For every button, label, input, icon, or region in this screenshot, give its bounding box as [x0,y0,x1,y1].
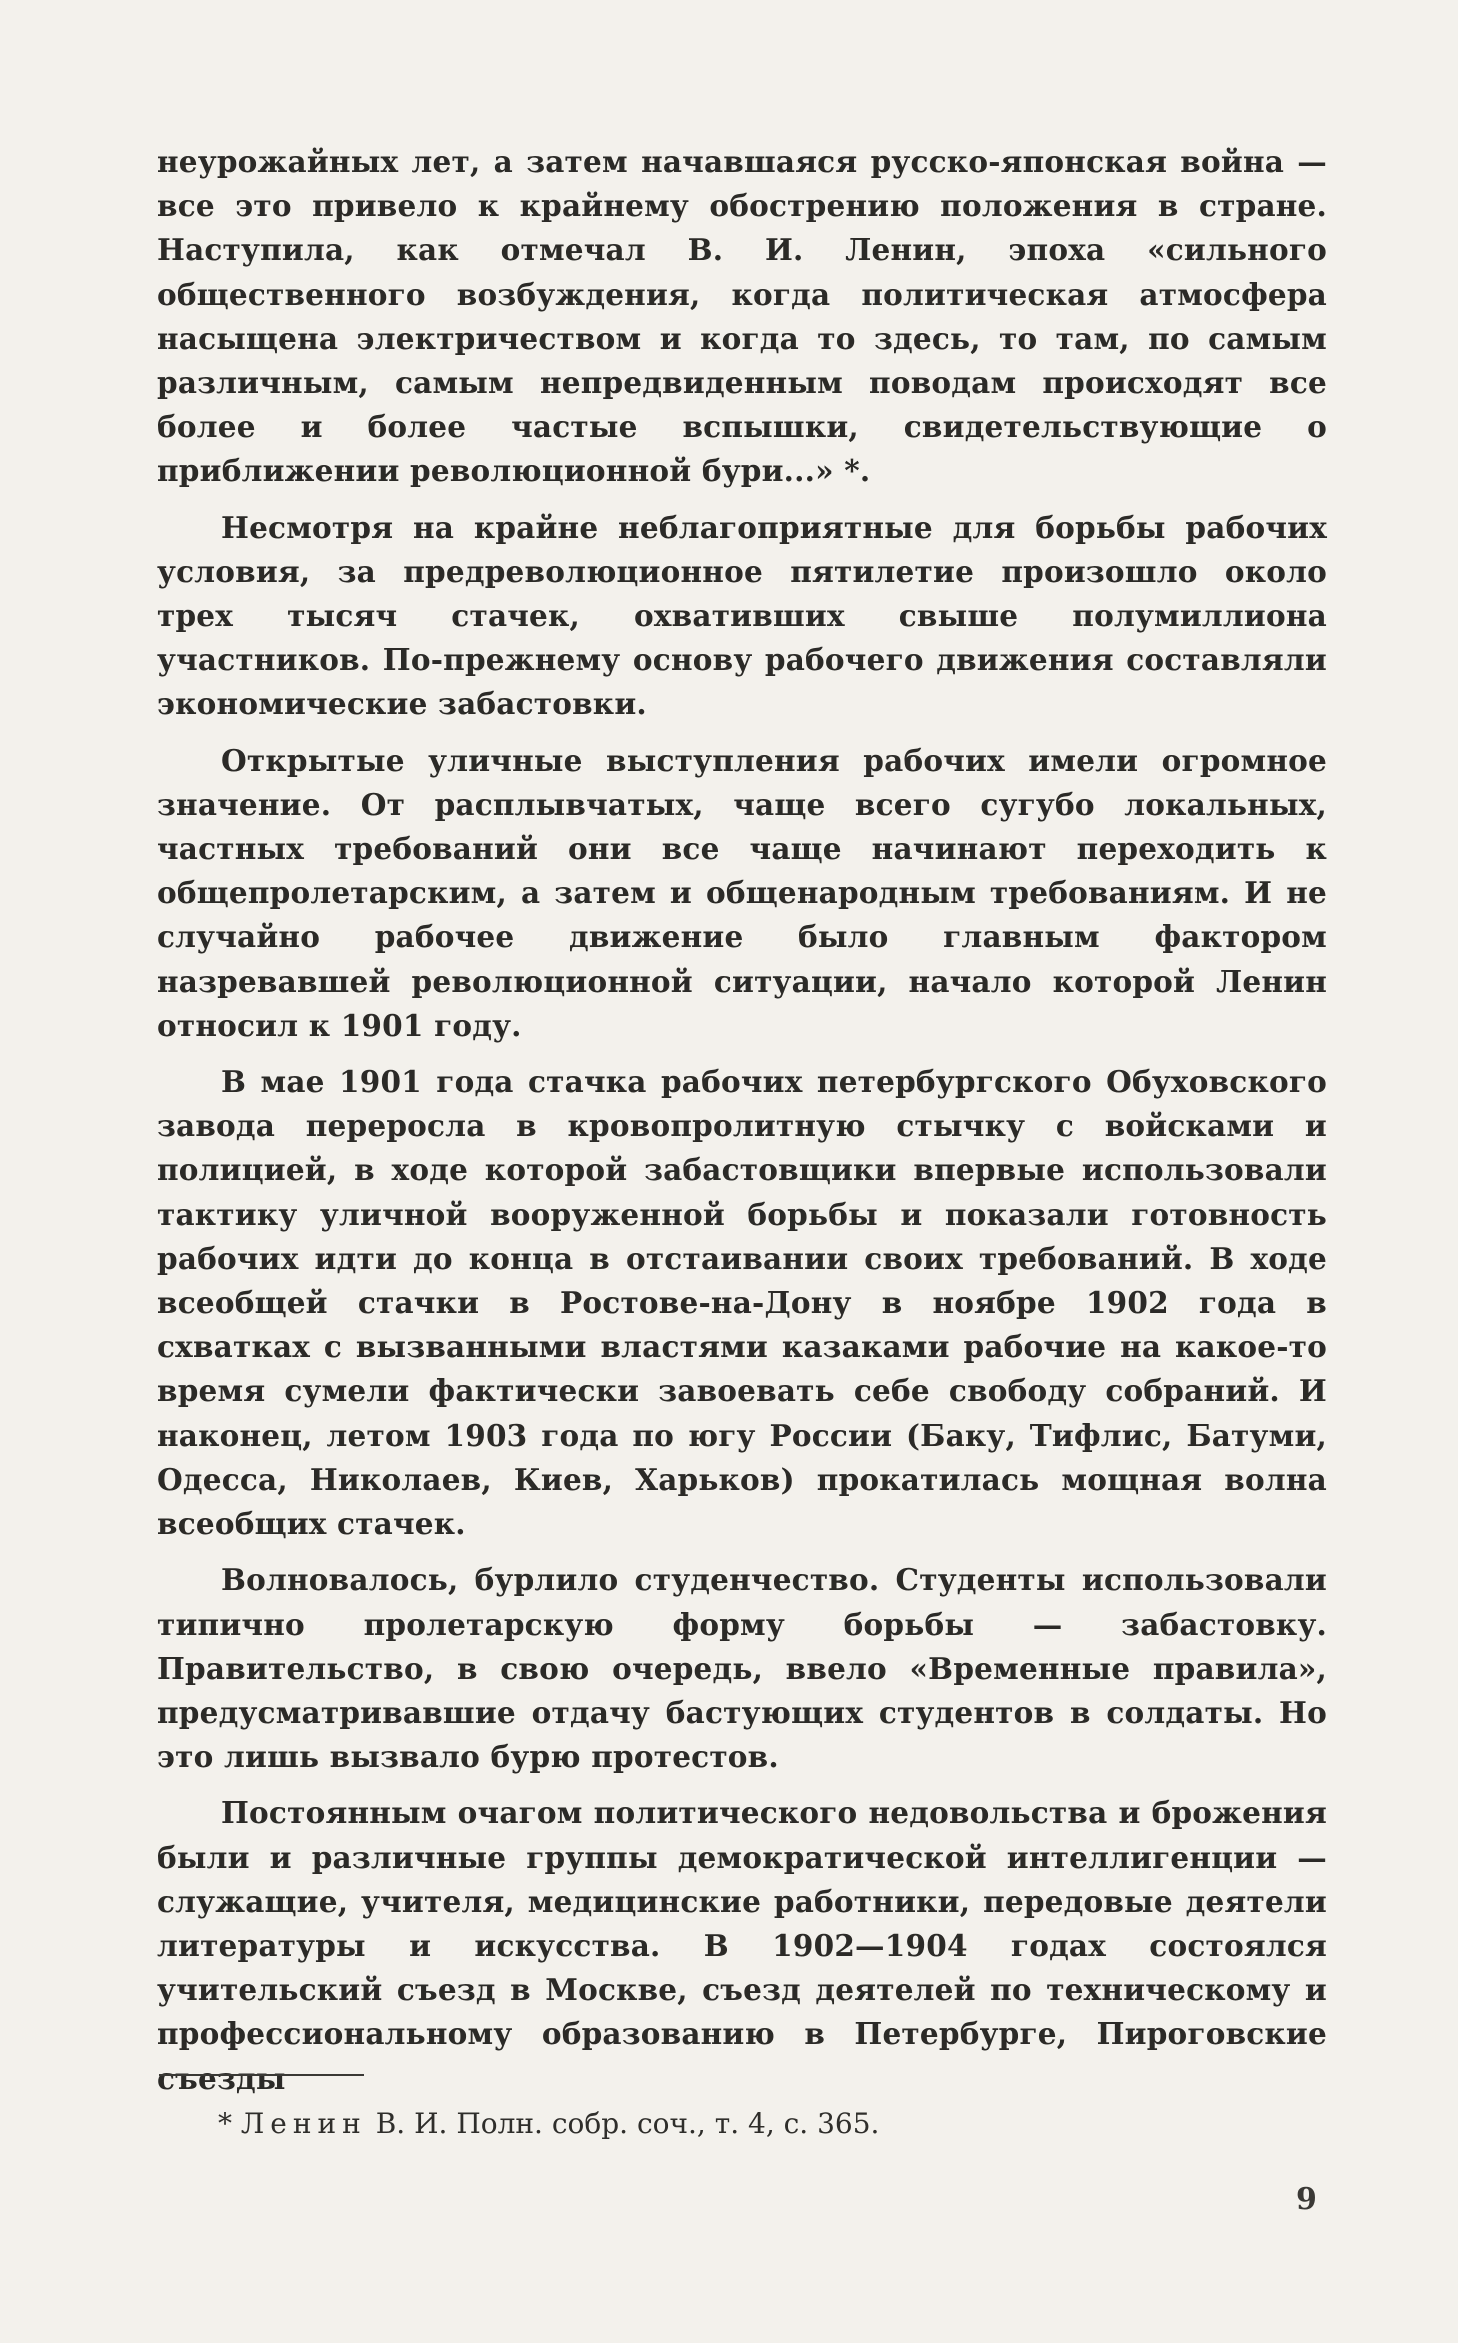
footnote-citation: В. И. Полн. собр. соч., т. 4, с. 365. [366,2107,880,2140]
paragraph-6: Постоянным очагом политического недовольства и брожения были и различные группы демократической интеллигенции — служащие, учителя, медицинские работники, передовые деятели литературы и искусства. В 1902—1904 годах состоялся учительский съезд в Москве, съезд деятелей по техническому и профессиональному образованию в Петербурге, Пироговские съезды [157,1795,1327,2096]
main-text [157,140,1327,2113]
paragraph-5: Волновалось, бурлило студенчество. Студенты использовали типично пролетарскую форму борьбы — забастовку. Правительство, в свою очередь, ввело «Временные правила», предусматривавшие отдачу бастующих студентов в солдаты. Но это лишь вызвало бурю протестов. [157,1562,1327,1775]
paragraph-1: неурожайных лет, а затем начавшаяся русско-японская война — все это привело к крайнему обострению положения в стране. Наступила, как отмечал В. И. Ленин, эпоха «сильного общественного возбуждения, когда политическая атмосфера насыщена электричеством и когда то здесь, то там, по самым различным, самым непредвиденным поводам происходят все более и более частые вспышки, свидетельствующие о приближении революционной бури...» *. [157,144,1327,489]
paragraph-2: Несмотря на крайне неблагоприятные для борьбы рабочих условия, за предреволюционное пятилетие произошло около трех тысяч стачек, охвативших свыше полумиллиона участников. По-прежнему основу рабочего движения составляли экономические забастовки. [157,509,1327,722]
paragraph-4: В мае 1901 года стачка рабочих петербургского Обуховского завода переросла в кровопролитную стычку с войсками и полицией, в ходе которой забастовщики впервые использовали тактику уличной вооруженной борьбы и показали готовность рабочих идти до конца в отстаивании своих требований. В ходе всеобщей стачки в Ростове-на-Дону в ноябре 1902 года в схватках с вызванными властями казаками рабочие на какое-то время сумели фактически завоевать себе свободу собраний. И наконец, летом 1903 года по югу России (Баку, Тифлис, Батуми, Одесса, Николаев, Киев, Харьков) прокатилась мощная волна всеобщих стачек. [157,1064,1327,1542]
footnote-marker: * [218,2107,232,2140]
footnote-divider [159,2074,364,2076]
page-number: 9 [1296,2182,1317,2217]
footnote-author: Ленин [240,2107,367,2140]
footnote [218,2104,879,2144]
paragraph-3: Открытые уличные выступления рабочих имели огромное значение. От расплывчатых, чаще всего сугубо локальных, частных требований они все чаще начинают переходить к общепролетарским, а затем и общенародным требованиям. И не случайно рабочее движение было главным фактором назревавшей революционной ситуации, начало которой Ленин относил к 1901 году. [157,742,1327,1043]
